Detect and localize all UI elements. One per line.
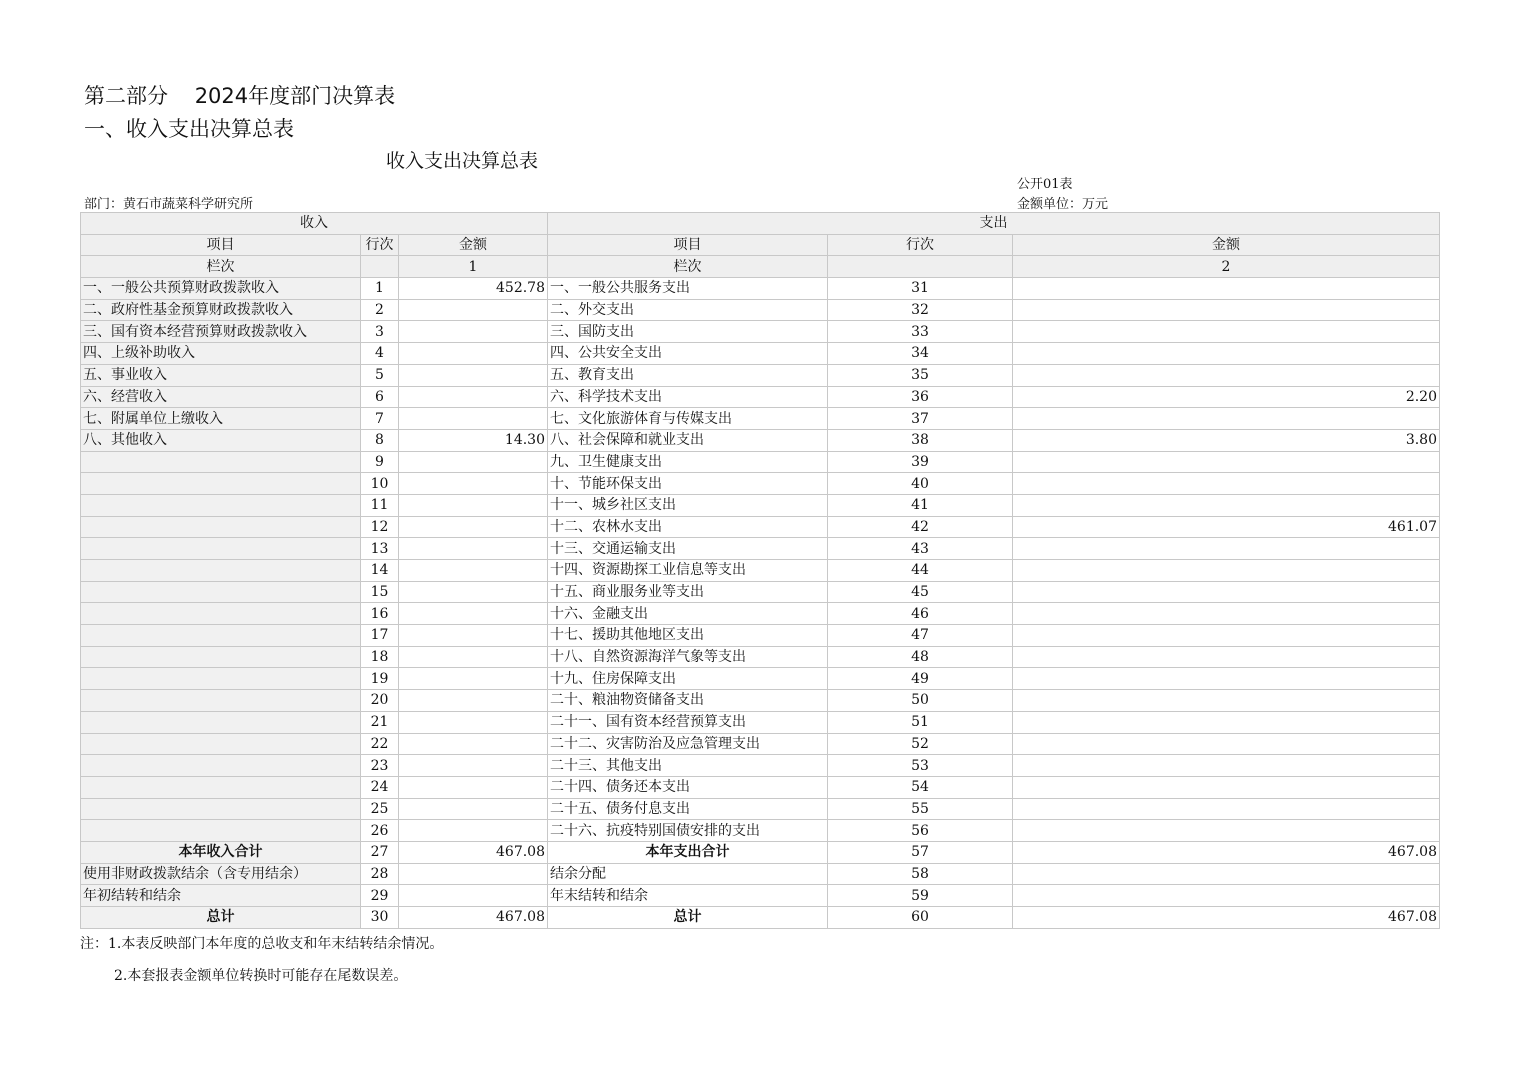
- income-amount-cell: 14.30: [399, 429, 548, 451]
- expense-item-cell: 二、外交支出: [548, 299, 828, 321]
- table-row: [81, 646, 1440, 668]
- expense-line-cell: 35: [828, 364, 1013, 386]
- income-item-cell: [81, 798, 361, 820]
- expense-amount-cell: [1013, 625, 1440, 647]
- income-amount-header: 金额: [399, 234, 548, 256]
- income-item-cell: [81, 451, 361, 473]
- expense-item-cell: 二十三、其他支出: [548, 755, 828, 777]
- income-item-cell: 六、经营收入: [81, 386, 361, 408]
- expense-amount-cell: [1013, 755, 1440, 777]
- income-line-cell: 7: [361, 408, 399, 430]
- expense-item-cell: 二十一、国有资本经营预算支出: [548, 711, 828, 733]
- expense-amount-cell: [1013, 494, 1440, 516]
- expense-amount-cell: [1013, 798, 1440, 820]
- expense-item-header: 项目: [548, 234, 828, 256]
- expense-line-cell: 58: [828, 863, 1013, 885]
- department-label: 部门：黄石市蔬菜科学研究所: [84, 197, 254, 212]
- expense-item-cell: 二十、粮油物资储备支出: [548, 690, 828, 712]
- expense-col-number: 2: [1013, 256, 1440, 278]
- income-amount-cell: [399, 733, 548, 755]
- income-item-cell: 年初结转和结余: [81, 885, 361, 907]
- income-col-label: 栏次: [81, 256, 361, 278]
- table-row: [81, 711, 1440, 733]
- expense-item-cell: 结余分配: [548, 863, 828, 885]
- income-line-cell: 5: [361, 364, 399, 386]
- income-item-cell: [81, 755, 361, 777]
- expense-line-cell: 38: [828, 429, 1013, 451]
- expense-line-cell: 51: [828, 711, 1013, 733]
- income-amount-cell: [399, 646, 548, 668]
- income-item-cell: [81, 711, 361, 733]
- income-item-cell: [81, 690, 361, 712]
- income-item-cell: [81, 820, 361, 842]
- income-line-cell: 4: [361, 343, 399, 365]
- expense-amount-cell: 2.20: [1013, 386, 1440, 408]
- expense-line-cell: 55: [828, 798, 1013, 820]
- income-line-cell: 22: [361, 733, 399, 755]
- expense-line-cell: 48: [828, 646, 1013, 668]
- expense-amount-cell: [1013, 451, 1440, 473]
- income-amount-cell: [399, 820, 548, 842]
- table-row: [81, 755, 1440, 777]
- income-amount-cell: [399, 690, 548, 712]
- expense-item-cell: 二十五、债务付息支出: [548, 798, 828, 820]
- income-line-cell: 15: [361, 581, 399, 603]
- income-amount-cell: [399, 560, 548, 582]
- expense-item-cell: 十一、城乡社区支出: [548, 494, 828, 516]
- income-line-cell: 9: [361, 451, 399, 473]
- income-amount-cell: [399, 798, 548, 820]
- income-line-cell: 12: [361, 516, 399, 538]
- expense-line-cell: 44: [828, 560, 1013, 582]
- table-row: [81, 820, 1440, 842]
- expense-line-cell: 47: [828, 625, 1013, 647]
- income-amount-cell: [399, 408, 548, 430]
- expense-line-header: 行次: [828, 234, 1013, 256]
- income-line-cell: 29: [361, 885, 399, 907]
- expense-item-cell: 总计: [548, 907, 828, 929]
- income-line-cell: 13: [361, 538, 399, 560]
- expense-col-label: 栏次: [548, 256, 828, 278]
- table-title: 收入支出决算总表: [386, 150, 539, 172]
- expense-item-cell: 年末结转和结余: [548, 885, 828, 907]
- income-amount-cell: [399, 885, 548, 907]
- table-row: [81, 429, 1440, 451]
- expense-amount-cell: [1013, 473, 1440, 495]
- income-amount-cell: 452.78: [399, 278, 548, 300]
- expense-amount-cell: 467.08: [1013, 907, 1440, 929]
- income-amount-cell: [399, 364, 548, 386]
- table-row: [81, 690, 1440, 712]
- income-item-cell: 一、一般公共预算财政拨款收入: [81, 278, 361, 300]
- table-row: [81, 798, 1440, 820]
- income-line-cell: 23: [361, 755, 399, 777]
- table-row: [81, 278, 1440, 300]
- income-item-cell: [81, 473, 361, 495]
- expense-item-cell: 十、节能环保支出: [548, 473, 828, 495]
- expense-col-blank: [828, 256, 1013, 278]
- income-amount-cell: [399, 321, 548, 343]
- income-line-cell: 21: [361, 711, 399, 733]
- table-row: [81, 494, 1440, 516]
- expense-line-cell: 39: [828, 451, 1013, 473]
- expense-item-cell: 九、卫生健康支出: [548, 451, 828, 473]
- income-line-cell: 2: [361, 299, 399, 321]
- expense-item-cell: 十二、农林水支出: [548, 516, 828, 538]
- income-amount-cell: [399, 451, 548, 473]
- expense-item-cell: 七、文化旅游体育与传媒支出: [548, 408, 828, 430]
- expense-amount-cell: [1013, 581, 1440, 603]
- header-row-colnumbers: [81, 256, 1440, 278]
- table-row: [81, 364, 1440, 386]
- notes: [80, 934, 443, 986]
- income-item-cell: 七、附属单位上缴收入: [81, 408, 361, 430]
- table-row: [81, 516, 1440, 538]
- table-row: [81, 473, 1440, 495]
- income-amount-cell: [399, 755, 548, 777]
- income-col-number: 1: [399, 256, 548, 278]
- income-item-cell: [81, 733, 361, 755]
- income-item-cell: [81, 646, 361, 668]
- table-row: [81, 863, 1440, 885]
- expense-item-cell: 十六、金融支出: [548, 603, 828, 625]
- income-line-cell: 3: [361, 321, 399, 343]
- expense-amount-cell: [1013, 863, 1440, 885]
- expense-line-cell: 52: [828, 733, 1013, 755]
- income-amount-cell: [399, 581, 548, 603]
- table-row: [81, 907, 1440, 929]
- income-item-cell: [81, 581, 361, 603]
- table-row: [81, 668, 1440, 690]
- expense-amount-cell: [1013, 364, 1440, 386]
- income-item-cell: [81, 494, 361, 516]
- income-amount-cell: 467.08: [399, 841, 548, 863]
- expense-amount-cell: 467.08: [1013, 841, 1440, 863]
- expense-header: 支出: [548, 213, 1440, 235]
- income-item-cell: [81, 625, 361, 647]
- table-row: [81, 451, 1440, 473]
- income-line-cell: 19: [361, 668, 399, 690]
- table-row: [81, 885, 1440, 907]
- expense-item-cell: 三、国防支出: [548, 321, 828, 343]
- expense-line-cell: 42: [828, 516, 1013, 538]
- income-line-header: 行次: [361, 234, 399, 256]
- income-line-cell: 11: [361, 494, 399, 516]
- table-row: [81, 386, 1440, 408]
- income-amount-cell: [399, 343, 548, 365]
- income-line-cell: 14: [361, 560, 399, 582]
- income-item-cell: [81, 603, 361, 625]
- part-heading: 第二部分 2024年度部门决算表: [84, 84, 396, 108]
- expense-item-cell: 十五、商业服务业等支出: [548, 581, 828, 603]
- expense-item-cell: 十三、交通运输支出: [548, 538, 828, 560]
- expense-amount-cell: [1013, 343, 1440, 365]
- expense-line-cell: 41: [828, 494, 1013, 516]
- expense-line-cell: 31: [828, 278, 1013, 300]
- income-line-cell: 30: [361, 907, 399, 929]
- expense-amount-cell: [1013, 711, 1440, 733]
- income-amount-cell: [399, 516, 548, 538]
- income-line-cell: 27: [361, 841, 399, 863]
- expense-item-cell: 二十六、抗疫特别国债安排的支出: [548, 820, 828, 842]
- expense-amount-cell: [1013, 885, 1440, 907]
- unit-label: 金额单位：万元: [1017, 197, 1109, 212]
- income-amount-cell: 467.08: [399, 907, 548, 929]
- header-row-sections: [81, 213, 1440, 235]
- expense-amount-cell: [1013, 321, 1440, 343]
- expense-line-cell: 37: [828, 408, 1013, 430]
- expense-amount-cell: [1013, 408, 1440, 430]
- expense-amount-cell: [1013, 776, 1440, 798]
- table-row: [81, 343, 1440, 365]
- expense-item-cell: 四、公共安全支出: [548, 343, 828, 365]
- expense-line-cell: 59: [828, 885, 1013, 907]
- income-line-cell: 16: [361, 603, 399, 625]
- expense-item-cell: 十九、住房保障支出: [548, 668, 828, 690]
- expense-item-cell: 十四、资源勘探工业信息等支出: [548, 560, 828, 582]
- expense-amount-header: 金额: [1013, 234, 1440, 256]
- expense-item-cell: 五、教育支出: [548, 364, 828, 386]
- table-row: [81, 538, 1440, 560]
- income-item-cell: 二、政府性基金预算财政拨款收入: [81, 299, 361, 321]
- income-item-header: 项目: [81, 234, 361, 256]
- expense-line-cell: 32: [828, 299, 1013, 321]
- income-item-cell: 三、国有资本经营预算财政拨款收入: [81, 321, 361, 343]
- expense-item-cell: 六、科学技术支出: [548, 386, 828, 408]
- expense-amount-cell: [1013, 278, 1440, 300]
- expense-line-cell: 49: [828, 668, 1013, 690]
- expense-line-cell: 46: [828, 603, 1013, 625]
- income-line-cell: 24: [361, 776, 399, 798]
- expense-line-cell: 36: [828, 386, 1013, 408]
- income-line-cell: 28: [361, 863, 399, 885]
- expense-amount-cell: [1013, 603, 1440, 625]
- income-col-blank: [361, 256, 399, 278]
- income-line-cell: 1: [361, 278, 399, 300]
- income-line-cell: 20: [361, 690, 399, 712]
- expense-item-cell: 二十二、灾害防治及应急管理支出: [548, 733, 828, 755]
- income-item-cell: [81, 516, 361, 538]
- income-amount-cell: [399, 538, 548, 560]
- income-item-cell: 四、上级补助收入: [81, 343, 361, 365]
- income-item-cell: [81, 560, 361, 582]
- income-line-cell: 18: [361, 646, 399, 668]
- expense-amount-cell: [1013, 646, 1440, 668]
- income-item-cell: 八、其他收入: [81, 429, 361, 451]
- income-amount-cell: [399, 386, 548, 408]
- expense-amount-cell: 461.07: [1013, 516, 1440, 538]
- form-number: 公开01表: [1017, 177, 1073, 192]
- expense-line-cell: 40: [828, 473, 1013, 495]
- expense-amount-cell: [1013, 733, 1440, 755]
- income-amount-cell: [399, 776, 548, 798]
- expense-line-cell: 60: [828, 907, 1013, 929]
- income-item-cell: 总计: [81, 907, 361, 929]
- note-2: 2.本套报表金额单位转换时可能存在尾数误差。: [114, 968, 408, 984]
- table-row: [81, 776, 1440, 798]
- expense-item-cell: 十七、援助其他地区支出: [548, 625, 828, 647]
- expense-amount-cell: [1013, 560, 1440, 582]
- note-1: 注：1.本表反映部门本年度的总收支和年末结转结余情况。: [80, 936, 444, 952]
- income-amount-cell: [399, 711, 548, 733]
- income-amount-cell: [399, 473, 548, 495]
- income-header: 收入: [81, 213, 548, 235]
- header-row-columns: [81, 234, 1440, 256]
- expense-amount-cell: 3.80: [1013, 429, 1440, 451]
- income-amount-cell: [399, 863, 548, 885]
- income-line-cell: 25: [361, 798, 399, 820]
- income-item-cell: 五、事业收入: [81, 364, 361, 386]
- income-amount-cell: [399, 668, 548, 690]
- expense-amount-cell: [1013, 820, 1440, 842]
- expense-amount-cell: [1013, 299, 1440, 321]
- expense-item-cell: 十八、自然资源海洋气象等支出: [548, 646, 828, 668]
- expense-item-cell: 一、一般公共服务支出: [548, 278, 828, 300]
- income-line-cell: 17: [361, 625, 399, 647]
- income-line-cell: 26: [361, 820, 399, 842]
- income-amount-cell: [399, 494, 548, 516]
- budget-summary-table: [80, 212, 1440, 929]
- income-line-cell: 10: [361, 473, 399, 495]
- table-row: [81, 603, 1440, 625]
- income-item-cell: [81, 668, 361, 690]
- table-row: [81, 581, 1440, 603]
- expense-line-cell: 34: [828, 343, 1013, 365]
- income-item-cell: 使用非财政拨款结余（含专用结余）: [81, 863, 361, 885]
- expense-item-cell: 本年支出合计: [548, 841, 828, 863]
- expense-line-cell: 53: [828, 755, 1013, 777]
- income-line-cell: 6: [361, 386, 399, 408]
- expense-line-cell: 50: [828, 690, 1013, 712]
- income-amount-cell: [399, 299, 548, 321]
- table-row: [81, 560, 1440, 582]
- table-row: [81, 408, 1440, 430]
- section-heading: 一、收入支出决算总表: [84, 117, 294, 141]
- table-row: [81, 321, 1440, 343]
- table-row: [81, 733, 1440, 755]
- table-row: [81, 625, 1440, 647]
- table-row: [81, 299, 1440, 321]
- table-row: [81, 841, 1440, 863]
- expense-amount-cell: [1013, 538, 1440, 560]
- expense-line-cell: 56: [828, 820, 1013, 842]
- expense-item-cell: 二十四、债务还本支出: [548, 776, 828, 798]
- expense-item-cell: 八、社会保障和就业支出: [548, 429, 828, 451]
- income-line-cell: 8: [361, 429, 399, 451]
- income-amount-cell: [399, 603, 548, 625]
- income-item-cell: 本年收入合计: [81, 841, 361, 863]
- income-item-cell: [81, 538, 361, 560]
- income-item-cell: [81, 776, 361, 798]
- income-amount-cell: [399, 625, 548, 647]
- expense-line-cell: 45: [828, 581, 1013, 603]
- expense-line-cell: 57: [828, 841, 1013, 863]
- expense-line-cell: 33: [828, 321, 1013, 343]
- expense-line-cell: 54: [828, 776, 1013, 798]
- expense-line-cell: 43: [828, 538, 1013, 560]
- expense-amount-cell: [1013, 690, 1440, 712]
- expense-amount-cell: [1013, 668, 1440, 690]
